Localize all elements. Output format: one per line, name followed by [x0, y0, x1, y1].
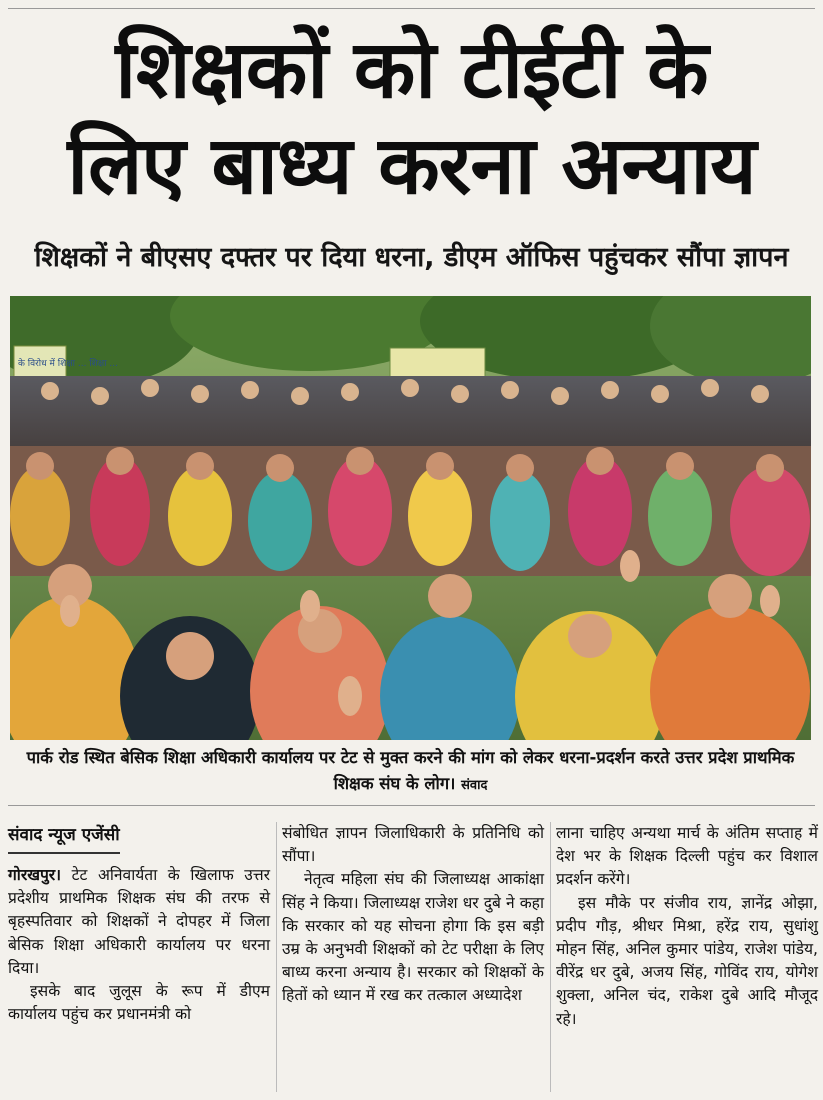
dateline: गोरखपुर।: [8, 866, 62, 884]
top-rule: [8, 8, 815, 9]
photo-caption: [10, 745, 811, 799]
banner-text: के विरोध में शिक्षा ... शिक्षा ...: [18, 359, 118, 369]
article-paragraph: इस मौके पर संजीव राय, ज्ञानेंद्र ओझा, प्रदीप गौड़, श्रीधर मिश्रा, हरेंद्र राय, सुधांशु मोहन सिंह, अनिल कुमार पांडेय, राजेश पांडेय, वीरेंद्र धर दुबे, अजय सिंह, गोविंद राय, योगेश शुक्ला, अनिल चंद, राकेश दुबे आदि मौजूद रहे।: [556, 893, 818, 1028]
article-column-1: [8, 822, 270, 1026]
news-agency: संवाद न्यूज एजेंसी: [8, 822, 120, 854]
headline-line-1: शिक्षकों को टीईटी के: [115, 23, 708, 116]
section-rule: [8, 805, 815, 806]
article-paragraph: नेतृत्व महिला संघ की जिलाध्यक्ष आकांक्षा सिंह ने किया। जिलाध्यक्ष राजेश धर दुबे ने कहा कि सरकार को यह सोचना होगा कि इस बड़ी उम्र के अनुभवी शिक्षकों को टेट परीक्षा के लिए बाध्य करना अन्याय है। सरकार को शिक्षकों के हितों को ध्यान में रख कर तत्काल अध्यादेश: [282, 870, 544, 1005]
article-paragraph: इसके बाद जुलूस के रूप में डीएम कार्यालय पहुंच कर प्रधानमंत्री को: [8, 982, 270, 1024]
caption-credit: संवाद: [461, 778, 488, 793]
headline-line-2: लिए बाध्य करना अन्याय: [67, 119, 756, 212]
article-paragraph: [8, 864, 270, 980]
subheadline: शिक्षकों ने बीएसए दफ्तर पर दिया धरना, डीएम ऑफिस पहुंचकर सौंपा ज्ञापन: [34, 242, 789, 273]
col1-text-1: टेट अनिवार्यता के खिलाफ उत्तर प्रदेशीय प्राथमिक शिक्षक संघ की तरफ से बृहस्पतिवार को शिक्षकों ने दोपहर में जिला बेसिक शिक्षा अधिकारी कार्यालय पर धरना दिया।: [8, 866, 270, 977]
article-paragraph: संबोधित ज्ञापन जिलाधिकारी के प्रतिनिधि को सौंपा।: [282, 824, 544, 866]
caption-text: पार्क रोड स्थित बेसिक शिक्षा अधिकारी कार्यालय पर टेट से मुक्त करने की मांग को लेकर धरना-प्रदर्शन करते उत्तर प्रदेश प्राथमिक शिक्षक संघ के लोग।: [26, 748, 795, 793]
article-paragraph: लाना चाहिए अन्यथा मार्च के अंतिम सप्ताह में देश भर के शिक्षक दिल्ली पहुंच कर विशाल प्रदर्शन करेंगे।: [556, 824, 818, 889]
column-divider: [276, 822, 277, 1092]
protest-photo: [10, 296, 811, 740]
column-divider: [550, 822, 551, 1092]
article-column-2: [282, 822, 544, 1008]
article-column-3: [556, 822, 818, 1031]
